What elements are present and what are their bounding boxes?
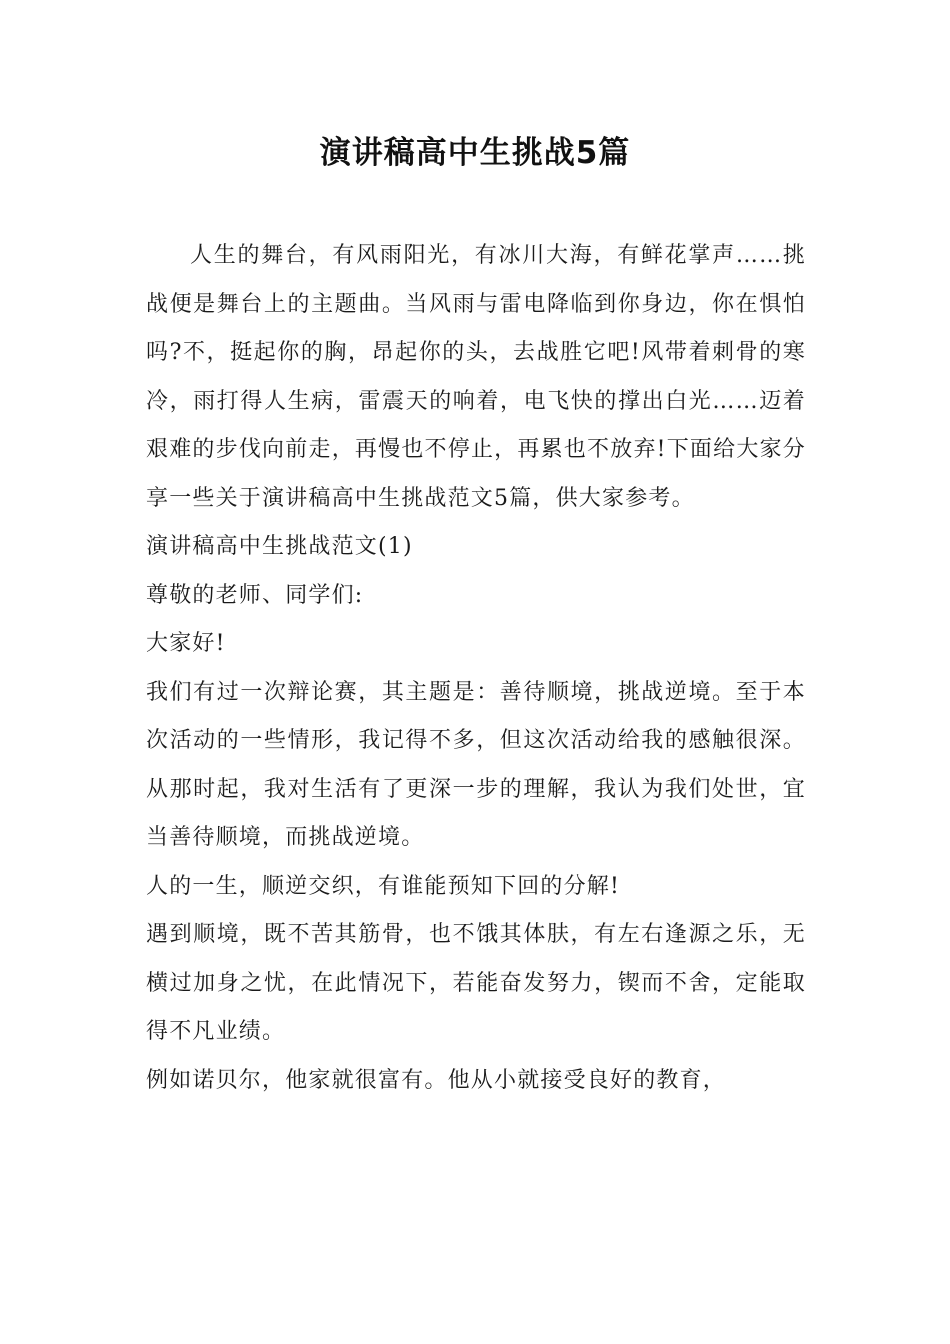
body-paragraph: 人的一生，顺逆交织，有谁能预知下回的分解!	[146, 873, 621, 899]
intro-paragraph: 人生的舞台，有风雨阳光，有冰川大海，有鲜花掌声……挑战便是舞台上的主题曲。当风雨与雷电降临到你身边，你在惧怕吗?不，挺起你的胸，昂起你的头，去战胜它吧!风带着刺骨的寒冷，雨打得人生病，雷震天的响着，电飞快的撑出白光……迈着艰难的步伐向前走，再慢也不停止，再累也不放弃!下面给大家分享一些关于演讲稿高中生挑战范文5篇，供大家参考。	[146, 243, 806, 511]
salutation: 尊敬的老师、同学们:	[146, 582, 364, 608]
document-title: 演讲稿高中生挑战5篇	[319, 135, 631, 171]
document-body	[146, 232, 806, 1105]
greeting: 大家好!	[146, 631, 226, 656]
body-paragraph: 我们有过一次辩论赛，其主题是：善待顺境，挑战逆境。至于本次活动的一些情形，我记得不多，但这次活动给我的感触很深。从那时起，我对生活有了更深一步的理解，我认为我们处世，宜当善待顺境，而挑战逆境。	[146, 679, 806, 850]
body-paragraph: 例如诺贝尔，他家就很富有。他从小就接受良好的教育，	[146, 1067, 727, 1093]
section-heading: 演讲稿高中生挑战范文(1)	[146, 534, 413, 559]
body-paragraph: 遇到顺境，既不苦其筋骨，也不饿其体肤，有左右逢源之乐，无横过加身之忧，在此情况下，若能奋发努力，锲而不舍，定能取得不凡业绩。	[146, 922, 806, 1044]
